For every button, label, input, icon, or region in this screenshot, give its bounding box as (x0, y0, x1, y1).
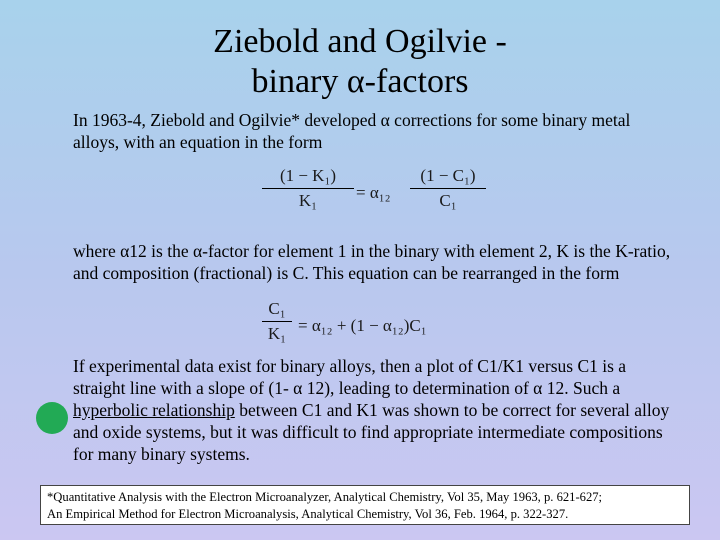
eq2-lhs-numerator: C₁ (268, 299, 286, 318)
footnote-line-1: *Quantitative Analysis with the Electron Microanalyzer, Analytical Chemistry, Vol 35, May 1963, p. 621-627; (47, 490, 603, 504)
where-paragraph: where α12 is the α-factor for element 1 in the binary with element 2, K is the K-ratio, and composition (fractional) is C. This equation can be rearranged in the form (73, 241, 671, 283)
title-line-1: Ziebold and Ogilvie - (213, 23, 507, 60)
equation-2 (262, 299, 472, 357)
intro-paragraph: In 1963-4, Ziebold and Ogilvie* developed α corrections for some binary metal alloys, with an equation in the form (73, 110, 631, 152)
equation-1 (262, 166, 476, 224)
eq1-rhs-numerator: (1 − C₁) (420, 166, 476, 185)
footnote-line-2: An Empirical Method for Electron Microanalysis, Analytical Chemistry, Vol 36, Feb. 1964, p. 322-327. (47, 507, 569, 521)
green-circle-marker (36, 402, 68, 434)
eq2-lhs-denominator: K₁ (267, 324, 287, 343)
experimental-paragraph (73, 355, 673, 465)
p3-text-b: between C1 and K1 was shown to be correct for several alloy and oxide systems, but it was difficult to find appropriate intermediate compositions for many binary systems. (73, 400, 670, 464)
title-line-2: binary α-factors (251, 63, 469, 100)
eq1-rhs-denominator: C₁ (439, 191, 457, 210)
eq2-rhs: = α₁₂ + (1 − α₁₂)C₁ (298, 316, 427, 335)
footnote-box (40, 485, 690, 525)
eq2-lhs-fraction (262, 299, 292, 344)
p3-text-a: If experimental data exist for binary alloys, then a plot of C1/K1 versus C1 is a straight line with a slope of (1- α 12), leading to determination of α 12. Such a (73, 356, 627, 398)
eq1-middle: = α₁₂ (356, 183, 391, 202)
eq1-lhs-fraction (262, 166, 354, 211)
slide-title (0, 22, 720, 102)
eq1-lhs-numerator: (1 − K₁) (279, 166, 337, 185)
hyperbolic-relationship-link[interactable]: hyperbolic relationship (73, 400, 235, 420)
eq1-rhs-fraction (410, 166, 486, 211)
eq1-lhs-denominator: K₁ (298, 191, 318, 210)
